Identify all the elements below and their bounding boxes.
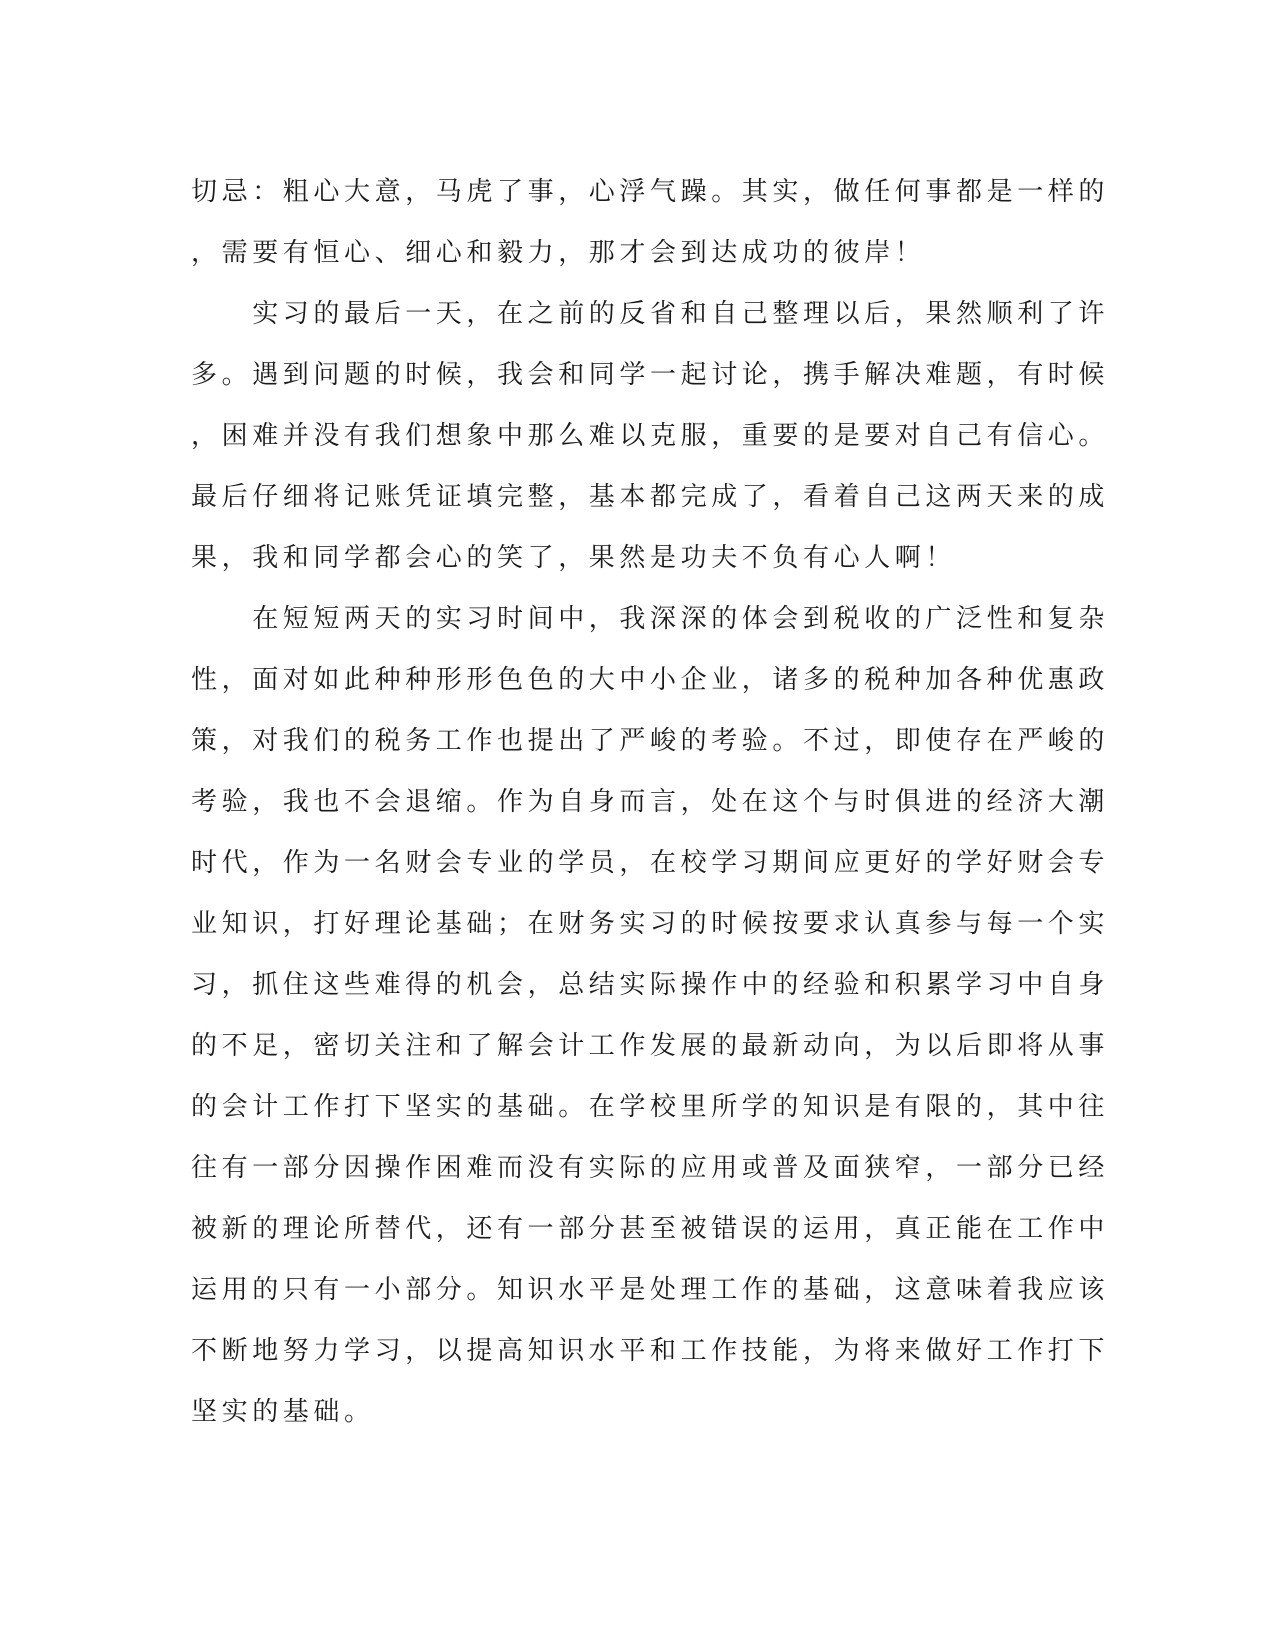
text-line: 不断地努力学习，以提高知识水平和工作技能，为将来做好工作打下	[191, 1336, 1110, 1366]
text-line: 在短短两天的实习时间中，我深深的体会到税收的广泛性和复杂	[191, 604, 1110, 634]
text-line: ，需要有恒心、细心和毅力，那才会到达成功的彼岸！	[191, 238, 926, 268]
text-line: ，困难并没有我们想象中那么难以克服，重要的是要对自己有信心。	[191, 421, 1110, 451]
text-line: 的会计工作打下坚实的基础。在学校里所学的知识是有限的，其中往	[191, 1092, 1110, 1122]
text-line: 多。遇到问题的时候，我会和同学一起讨论，携手解决难题，有时候	[191, 360, 1110, 390]
text-line: 实习的最后一天，在之前的反省和自己整理以后，果然顺利了许	[191, 299, 1110, 329]
text-line: 的不足，密切关注和了解会计工作发展的最新动向，为以后即将从事	[191, 1031, 1110, 1061]
text-line: 最后仔细将记账凭证填完整，基本都完成了，看着自己这两天来的成	[191, 482, 1110, 512]
text-line: 时代，作为一名财会专业的学员，在校学习期间应更好的学好财会专	[191, 848, 1110, 878]
text-line: 果，我和同学都会心的笑了，果然是功夫不负有心人啊！	[191, 543, 957, 573]
text-line: 策，对我们的税务工作也提出了严峻的考验。不过，即使存在严峻的	[191, 726, 1110, 756]
body-text	[191, 162, 1110, 1443]
text-line: 被新的理论所替代，还有一部分甚至被错误的运用，真正能在工作中	[191, 1214, 1110, 1244]
text-line: 性，面对如此种种形形色色的大中小企业，诸多的税种加各种优惠政	[191, 665, 1110, 695]
text-line: 习，抓住这些难得的机会，总结实际操作中的经验和积累学习中自身	[191, 970, 1110, 1000]
text-line: 运用的只有一小部分。知识水平是处理工作的基础，这意味着我应该	[191, 1275, 1110, 1305]
text-line: 切忌：粗心大意，马虎了事，心浮气躁。其实，做任何事都是一样的	[191, 177, 1110, 207]
text-line: 考验，我也不会退缩。作为自身而言，处在这个与时俱进的经济大潮	[191, 787, 1110, 817]
text-line: 业知识，打好理论基础；在财务实习的时候按要求认真参与每一个实	[191, 909, 1110, 939]
text-line: 坚实的基础。	[191, 1397, 375, 1427]
text-line: 往有一部分因操作困难而没有实际的应用或普及面狭窄，一部分已经	[191, 1153, 1110, 1183]
